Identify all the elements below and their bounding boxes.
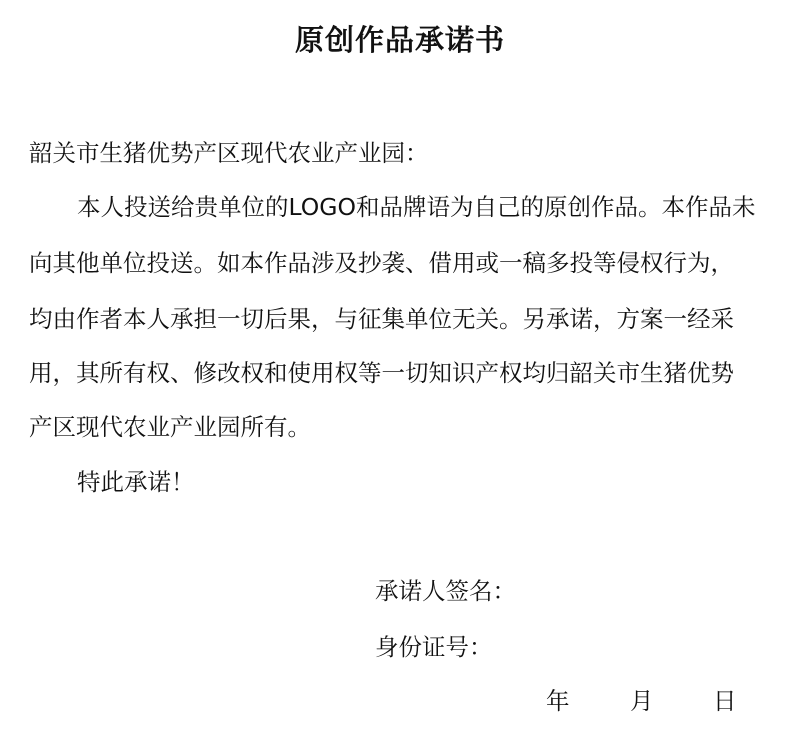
closing-statement: 特此承诺！ [77,468,195,496]
date-year-label: 年 [546,687,570,715]
date-day-label: 日 [713,687,737,715]
body-line-3: 均由作者本人承担一切后果，与征集单位无关。另承诺，方案一经采 [29,305,734,333]
body-line-4: 用，其所有权、修改权和使用权等一切知识产权均归韶关市生猪优势 [29,359,734,387]
signer-signature-label: 承诺人签名： [375,577,516,605]
id-number-label: 身份证号： [375,633,493,661]
document-title: 原创作品承诺书 [294,23,505,57]
salutation: 韶关市生猪优势产区现代农业产业园： [29,139,429,167]
body-line-5: 产区现代农业产业园所有。 [29,413,311,441]
date-month-label: 月 [630,687,654,715]
body-line-2: 向其他单位投送。如本作品涉及抄袭、借用或一稿多投等侵权行为， [29,249,734,277]
body-line-1: 本人投送给贵单位的LOGO和品牌语为自己的原创作品。本作品未 [77,193,756,221]
